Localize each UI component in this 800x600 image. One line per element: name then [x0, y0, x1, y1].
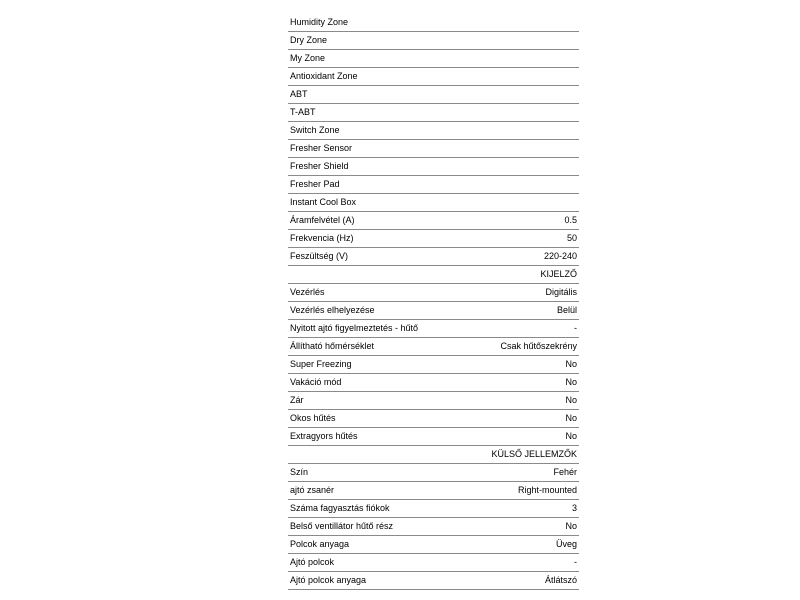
- table-row: [288, 464, 579, 482]
- row-value: [461, 32, 579, 50]
- row-label: T-ABT: [288, 104, 461, 122]
- row-value: Belül: [461, 302, 579, 320]
- row-value: [461, 68, 579, 86]
- table-row: [288, 428, 579, 446]
- section-header-row: [288, 446, 579, 464]
- table-row: [288, 86, 579, 104]
- row-value: 0.5: [461, 212, 579, 230]
- row-value: 220-240: [461, 248, 579, 266]
- row-label: Super Freezing: [288, 356, 461, 374]
- row-value: Right-mounted: [461, 482, 579, 500]
- table-row: [288, 338, 579, 356]
- table-row: [288, 104, 579, 122]
- row-label: Állítható hőmérséklet: [288, 338, 461, 356]
- row-label: ABT: [288, 86, 461, 104]
- table-row: [288, 518, 579, 536]
- row-value: No: [461, 392, 579, 410]
- row-value: [461, 86, 579, 104]
- table-row: [288, 248, 579, 266]
- row-value: No: [461, 518, 579, 536]
- row-value: No: [461, 428, 579, 446]
- row-value: [461, 194, 579, 212]
- spec-table-body: [288, 14, 579, 590]
- row-value: No: [461, 410, 579, 428]
- table-row: [288, 536, 579, 554]
- row-label: Humidity Zone: [288, 14, 461, 32]
- table-row: [288, 554, 579, 572]
- row-value: [461, 50, 579, 68]
- row-label: Vezérlés: [288, 284, 461, 302]
- row-label: Polcok anyaga: [288, 536, 461, 554]
- row-value: [461, 122, 579, 140]
- row-value: Digitális: [461, 284, 579, 302]
- row-value: [461, 176, 579, 194]
- table-row: [288, 410, 579, 428]
- row-label: Ajtó polcok: [288, 554, 461, 572]
- spec-table: [288, 14, 579, 590]
- row-label: Dry Zone: [288, 32, 461, 50]
- row-label: Száma fagyasztás fiókok: [288, 500, 461, 518]
- table-row: [288, 482, 579, 500]
- row-label: Antioxidant Zone: [288, 68, 461, 86]
- row-label: My Zone: [288, 50, 461, 68]
- row-value: [461, 158, 579, 176]
- row-label: Feszültség (V): [288, 248, 461, 266]
- row-label: Vezérlés elhelyezése: [288, 302, 461, 320]
- row-value: [461, 140, 579, 158]
- row-label: Instant Cool Box: [288, 194, 461, 212]
- row-label: Zár: [288, 392, 461, 410]
- table-row: [288, 572, 579, 590]
- table-row: [288, 230, 579, 248]
- row-value: No: [461, 356, 579, 374]
- row-value: [461, 14, 579, 32]
- table-row: [288, 176, 579, 194]
- row-label: Fresher Shield: [288, 158, 461, 176]
- row-label: Belső ventillátor hűtő rész: [288, 518, 461, 536]
- row-label: Ajtó polcok anyaga: [288, 572, 461, 590]
- row-label: ajtó zsanér: [288, 482, 461, 500]
- table-row: [288, 302, 579, 320]
- row-value: Fehér: [461, 464, 579, 482]
- table-row: [288, 212, 579, 230]
- row-value: 50: [461, 230, 579, 248]
- table-row: [288, 50, 579, 68]
- row-label: Okos hűtés: [288, 410, 461, 428]
- table-row: [288, 32, 579, 50]
- row-value: -: [461, 554, 579, 572]
- row-value: -: [461, 320, 579, 338]
- table-row: [288, 500, 579, 518]
- row-value: [461, 104, 579, 122]
- row-label: Áramfelvétel (A): [288, 212, 461, 230]
- table-row: [288, 284, 579, 302]
- row-value: No: [461, 374, 579, 392]
- table-row: [288, 194, 579, 212]
- row-value: Csak hűtőszekrény: [461, 338, 579, 356]
- table-row: [288, 320, 579, 338]
- table-row: [288, 68, 579, 86]
- row-label: Fresher Sensor: [288, 140, 461, 158]
- table-row: [288, 356, 579, 374]
- row-label: Vakáció mód: [288, 374, 461, 392]
- row-value: 3: [461, 500, 579, 518]
- section-title: KÜLSŐ JELLEMZŐK: [461, 446, 579, 464]
- table-row: [288, 158, 579, 176]
- row-label: Szín: [288, 464, 461, 482]
- table-row: [288, 140, 579, 158]
- row-value: Üveg: [461, 536, 579, 554]
- row-label: [288, 446, 461, 464]
- row-label: Frekvencia (Hz): [288, 230, 461, 248]
- row-value: Átlátszó: [461, 572, 579, 590]
- row-label: Extragyors hűtés: [288, 428, 461, 446]
- table-row: [288, 122, 579, 140]
- section-header-row: [288, 266, 579, 284]
- table-row: [288, 14, 579, 32]
- table-row: [288, 392, 579, 410]
- row-label: Fresher Pad: [288, 176, 461, 194]
- row-label: [288, 266, 461, 284]
- row-label: Switch Zone: [288, 122, 461, 140]
- table-row: [288, 374, 579, 392]
- row-label: Nyitott ajtó figyelmeztetés - hűtő: [288, 320, 461, 338]
- section-title: KIJELZŐ: [461, 266, 579, 284]
